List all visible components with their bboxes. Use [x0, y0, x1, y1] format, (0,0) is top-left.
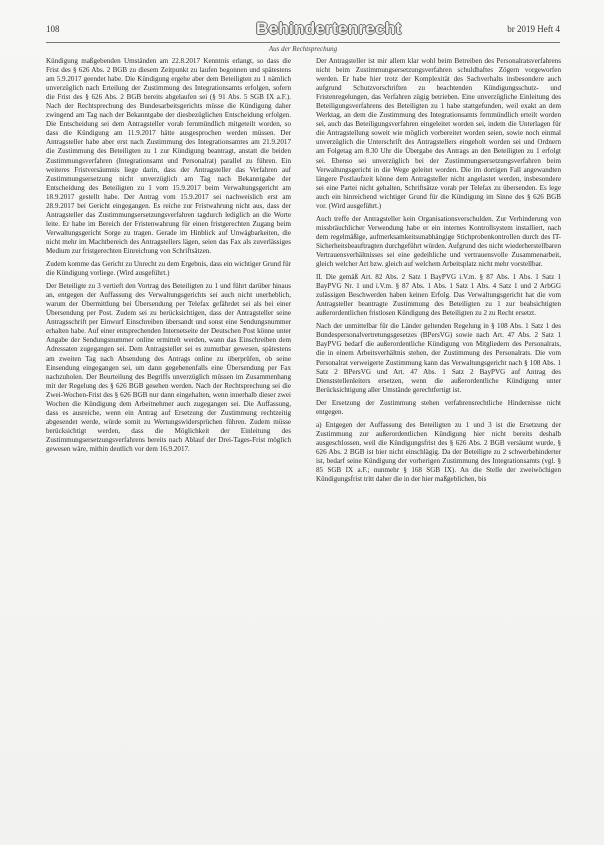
right-paragraph-2: Auch treffe der Antragsteller kein Organisationsverschulden. Zur Verhinderung von missbräuchlicher Verwendung habe er ein internes Kontrollsystem installiert, nach dem regelmäßige, aufmerksamkeitsunabhängige Stichprobenkontrollen durch des IT-Sicherheitsbeauftragten durchgeführt würden. Aufgrund des nicht wiederherstellbaren Vertrauensverhältnisses sei eine gedeihliche und vertrauensvolle Zusammenarbeit, gleich welcher Art bzw. gleich auf welchem Arbeitsplatz nicht mehr vorstellbar.	[316, 214, 561, 269]
left-column	[46, 57, 291, 827]
issue-label: br 2019 Heft 4	[507, 24, 560, 34]
right-paragraph-5: Der Ersetzung der Zustimmung stehen verfahrensrechtliche Hindernisse nicht entgegen.	[316, 398, 561, 416]
journal-title: Behindertenrecht	[256, 19, 402, 38]
left-paragraph-1: Kündigung maßgebenden Umständen am 22.8.2017 Kenntnis erlangt, so dass die Frist des § 626 Abs. 2 BGB zu diesem Zeitpunkt zu laufen begonnen und spätestens am 5.9.2017 geendet habe. Die Kündigung ergehe aber dem Beteiligten zu 1 nämlich unverzüglich nach Erteilung der Zustimmung des Integrationsamts erfolgen, sofern die Frist des § 626 Abs. 2 BGB bereits abgelaufen sei (§ 91 Abs. 5 SGB IX a.F.). Nach der Rechtsprechung des Bundesarbeitsgerichts müsse die Kündigung daher zwingend am Tag nach der Bekanntgabe der diesbezüglichen Entscheidung erfolgen. Die Entscheidung sei dem Antragsteller vorab fernmündlich mitgeteilt worden, so dass die Kündigung am 11.9.2017 hätte ausgesprochen werden müssen. Der Antragsteller habe aber erst nach Zustimmung des Integrationsamtes am 21.9.2017 die Zustimmung des Beteiligten zu 1 zur Kündigung beantragt, anstatt die beiden Zustimmungsverfahren (Integrationsamt und Personalrat) parallel zu führen. Ein weiteres Fristversäumnis liege darin, dass der Antragsteller das Verfahren auf Zustimmungsersetzung nicht unverzüglich am Tag nach Bekanntgabe der Entscheidung des Beteiligten zu 1 vom 15.9.2017 beim Verwaltungsgericht am 18.9.2017 gestellt habe. Der Antrag vom 15.9.2017 sei nachweislich erst am 28.9.2017 bei Gericht eingegangen. Es reiche zur Fristwahrung nicht aus, dass der Antragsteller das Zustimmungsersetzungsverfahren tagdurch lediglich an die Worte leite. Er habe im Bereich der Fristenwahrung für einen fristgerechten Zugang beim Verwaltungsgericht Sorge zu tragen. Gerade im Hinblick auf Unwägbarkeiten, die nicht mehr im Machtbereich des Antragstellers lägen, seien das Fax als zuverlässiges Medium zur fristgerechten Einreichung von Schriftsätzen.	[46, 57, 291, 255]
right-paragraph-1: Der Antragsteller ist mir allem klar wohl beim Betreiben des Personalratsverfahrens nicht beim Zustimmungsersetzungsverfahren schuldhaftes Zögern vorgeworfen werden. Er habe hier trotz der Komplexität des Sachverhalts insbesondere auch aufgrund Schutzvorschriften zu beachtenden Kündigungsschutz- und Fristenregelungen, das Verfahren zügig betrieben. Eine unverzügliche Einleitung des Beteiligungsverfahrens des Beteiligten zu 1 habe stattgefunden, weil exakt an dem Werktag, an dem die Zustimmung des Integrationsamts fernmündlich erteilt worden sei, auch das Beteiligungsverfahren eingeleitet worden sei, indem die Unterlagen für die Antragstellung soweit wie möglich vorbereitet worden seien, sowie noch einmal unverzüglich die Unterschrift des Antragstellers eingeholt worden sei und Ordnern am Folgetag am 8.30 Uhr die Übergabe des Antrags an den Beteiligten zu 1 erfolgt sei. Ebenso sei unverzüglich bei der Zustimmungsersetzungsverfahren beim Verwaltungsgericht in die Wege geleitet worden. Die im dortigen Fall angewandten längere Postlaufzeit könne dem Antragsteller nicht angelastet werden, insbesondere sei eine Partei nicht gehalten, Schriftsätze vorab per Telefax zu übersenden. Es lege auch ein hinreichend wichtiger Grund für die Kündigung im Sinne des § 626 BGB vor. (Wird ausgeführt.)	[316, 57, 561, 210]
page-header	[46, 20, 560, 44]
right-paragraph-4: Nach der unmittelbar für die Länder geltenden Regelung in § 108 Abs. 1 Satz 1 des Bundespersonalvertretungsgesetzes (BPersVG) sowie nach Art. 47 Abs. 2 Satz 1 BayPVG bedarf die außerordentliche Kündigung von Mitgliedern des Personalrats, die in einem Arbeitsverhältnis stehen, der Zustimmung des Personalrats. Die vom Personalrat verweigerte Zustimmung kann das Verwaltungsgericht nach § 108 Abs. 1 Satz 2 BPersVG und Art. 47 Abs. 1 Satz 2 BayPVG auf Antrag des Dienststellenleiters ersetzen, wenn die außerordentliche Kündigung unter Berücksichtigung aller Umstände gerechtfertigt ist.	[316, 322, 561, 394]
right-paragraph-6: a) Entgegen der Auffassung des Beteiligten zu 1 und 3 ist die Ersetzung der Zustimmung zur außerordentlichen Kündigung hier nicht bereits deshalb ausgeschlossen, weil die Kündigungsfrist des § 626 Abs. 2 BGB versäumt wurde, § 626 Abs. 2 BGB ist hier nicht einschlägig. Da der Beteiligte zu 2 schwerbehinderter ist, bedarf seine Kündigung der vorherigen Zustimmung des Integrationsamts (vgl. § 85 SGB IX a.F.; nunmehr § 168 SGB IX). An die Stelle der zweiwöchigen Kündigungsfrist tritt daher die in der hier maßgeblichen, bis	[316, 420, 561, 484]
page-number: 108	[46, 24, 60, 34]
left-paragraph-3: Der Beteiligte zu 3 vertieft den Vortrag des Beteiligten zu 1 und führt darüber hinaus an, entgegen der Auffassung des Verwaltungsgerichts sei auch nicht unerheblich, warum der Übermittlung bei Übersendung per Telefax gefährdet sei als bei einer Übersendung per Post. Zudem sei zu berücksichtigen, dass der Antragsteller seine Antragsschrift per Einwurf Einschreiben übersandt und sonst eine Sendungsnummer erhalten habe. Auf einer entsprechenden Internetseite der Deutschen Post könne unter Angabe der Sendungsnummer online ermittelt werden, wann das Einschreiben dem Adressaten zugegangen sei. Dem Antragsteller sei es zumutbar gewesen, spätestens am zweiten Tag nach Absendung des Antrags online zu überprüfen, ob seine Einsendung eingegangen sei, um dann gegebenenfalls eine Übersendung per Fax nachzuholen. Der Beurteilung des Begriffs unverzüglich müssen im Zusammenhang mit der Regelung des § 626 BGB gesehen werden. Nach der Rechtsprechung sei die Zwei-Wochen-Frist des § 626 BGB nur dann eingehalten, wenn innerhalb dieser zwei Wochen die Kündigung dem Arbeitnehmer auch zugegangen sei. Die Auffassung, dass es ausreiche, wenn ein Antrag auf Ersetzung der Zustimmung rechtzeitig abgesendet werde, würde somit zu Wertungswidersprüchen führen. Zudem müsse berücksichtigt werden, dass die Möglichkeit der Einleitung des Zustimmungsersetzungsverfahrens bereits nach Ablauf der Drei-Tages-Frist möglich gewesen wäre, mithin deutlich vor dem 16.9.2017.	[46, 282, 291, 453]
section-title: Aus der Rechtsprechung	[268, 45, 338, 53]
header-rule	[46, 42, 560, 43]
left-paragraph-2: Zudem komme das Gericht zu Unrecht zu dem Ergebnis, dass ein wichtiger Grund für die Kündigung vorliege. (Wird ausgeführt.)	[46, 260, 291, 278]
right-paragraph-3: II. Die gemäß Art. 82 Abs. 2 Satz 1 BayPVG i.V.m. § 87 Abs. 1 Abs. 1 Satz 1 BayPVG Nr. 1 und i.V.m. § 87 Abs. 1 Abs. 1 Satz 1 Abs. 4 Satz 1 und 2 ArbGG zulässigen Beschwerden haben keinen Erfolg. Das Verwaltungsgericht hat die vom Antragsteller beantragte Zustimmung des Beteiligten zu 1 zur beabsichtigten außerordentlichen fristlosen Kündigung des Beteiligten zu 2 zu Recht ersetzt.	[316, 273, 561, 318]
right-column	[316, 57, 561, 827]
